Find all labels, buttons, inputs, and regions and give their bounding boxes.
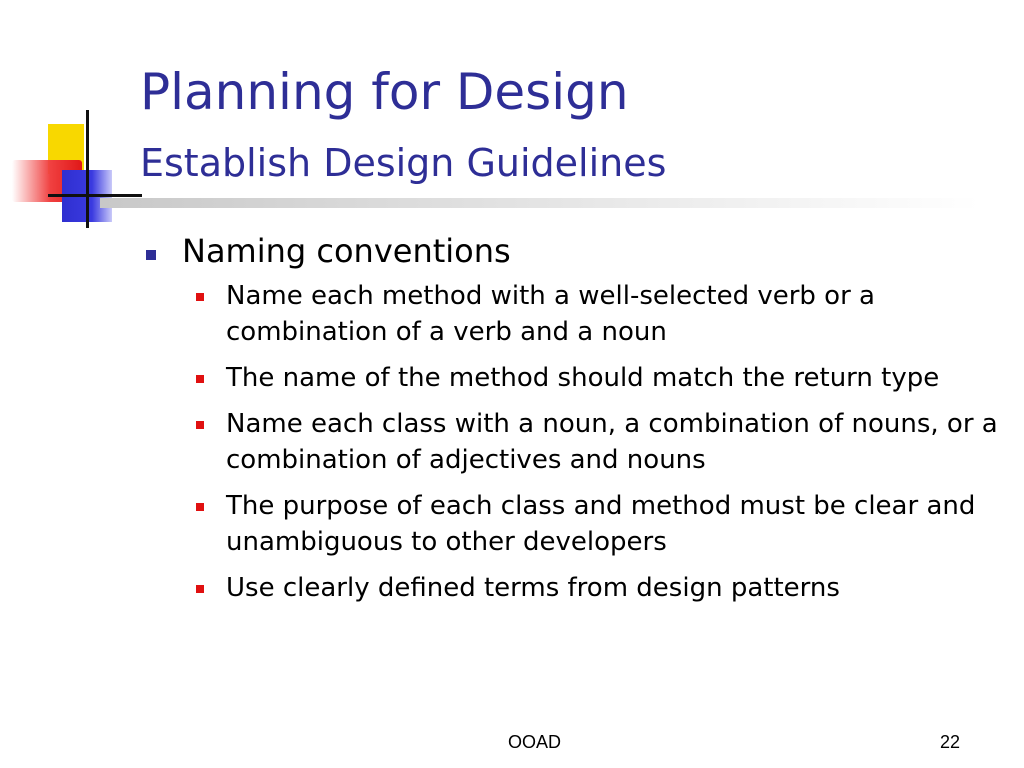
- sub-bullet-item: [188, 488, 1000, 560]
- sub-bullet-text: Name each class with a noun, a combination of nouns, or a combination of adjectives and nouns: [226, 409, 998, 475]
- sub-bullet-text: The purpose of each class and method must be clear and unambiguous to other developers: [226, 491, 976, 557]
- square-bullet-icon: [196, 421, 204, 429]
- slide-subtitle: Establish Design Guidelines: [140, 141, 667, 185]
- slide-title: Planning for Design: [140, 63, 629, 121]
- square-bullet-icon: [196, 585, 204, 593]
- sub-bullet-text: Use clearly defined terms from design patterns: [226, 573, 840, 603]
- square-bullet-icon: [196, 503, 204, 511]
- footer-label: OOAD: [508, 732, 562, 752]
- sub-bullet-item: [188, 278, 1000, 350]
- sub-bullet-item: [188, 570, 1000, 606]
- sub-bullet-list: [140, 278, 1000, 606]
- square-bullet-icon: [196, 375, 204, 383]
- main-bullet-item: [140, 228, 1000, 274]
- page-number: 22: [940, 732, 961, 752]
- main-bullet-text: Naming conventions: [182, 232, 511, 270]
- sub-bullet-item: [188, 360, 1000, 396]
- sub-bullet-text: Name each method with a well-selected verb or a combination of a verb and a noun: [226, 281, 875, 347]
- slide-content: [140, 228, 1000, 616]
- title-divider: [100, 198, 980, 208]
- square-bullet-icon: [196, 293, 204, 301]
- vertical-line: [86, 110, 89, 228]
- sub-bullet-text: The name of the method should match the return type: [226, 363, 940, 393]
- horizontal-line: [48, 194, 142, 197]
- sub-bullet-item: [188, 406, 1000, 478]
- square-bullet-icon: [146, 250, 156, 260]
